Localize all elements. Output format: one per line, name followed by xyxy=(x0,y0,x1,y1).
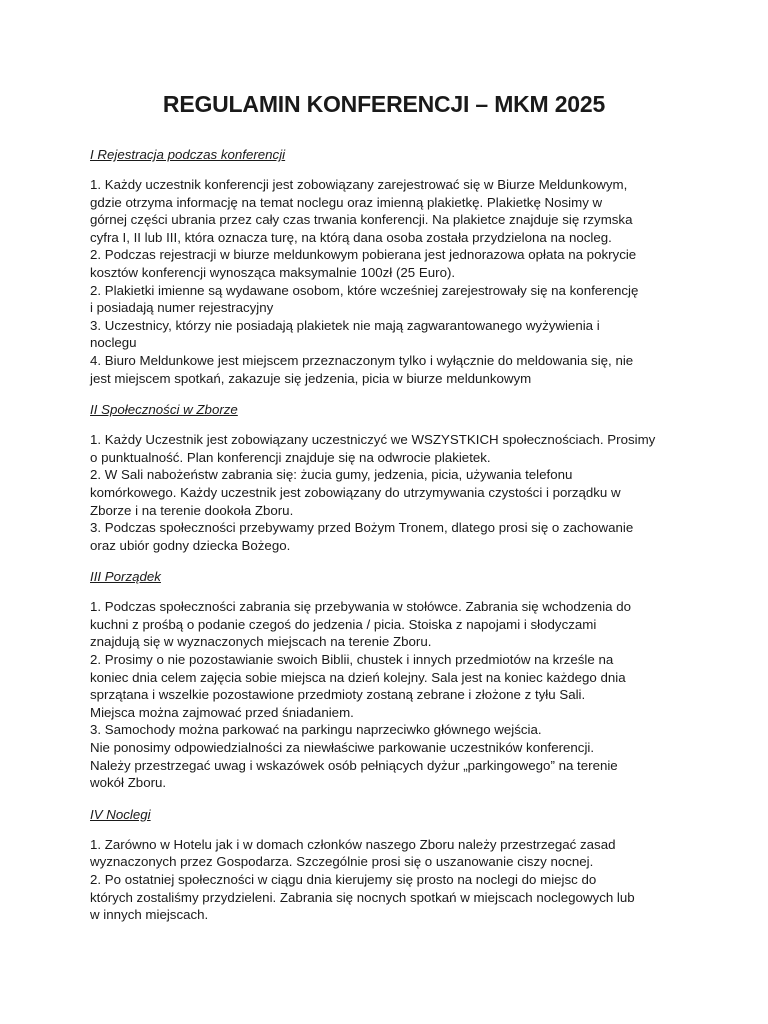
section-heading: III Porządek xyxy=(90,569,161,585)
paragraph-line: znajdują się w wyznaczonych miejscach na terenie Zboru. xyxy=(90,634,432,650)
section-paragraph xyxy=(90,431,690,554)
paragraph-line: których zostaliśmy przydzieleni. Zabrania się nocnych spotkań w miejscach noclegowych lub xyxy=(90,889,635,905)
document-body xyxy=(90,146,690,938)
paragraph-line: sprzątana i wszelkie pozostawione przedmioty zostaną zebrane i złożone z tyłu Sali. xyxy=(90,687,586,703)
section-registration xyxy=(90,146,690,387)
paragraph-line: kosztów konferencji wynosząca maksymalnie 100zł (25 Euro). xyxy=(90,264,456,280)
section-heading: I Rejestracja podczas konferencji xyxy=(90,147,286,162)
section-paragraph xyxy=(90,836,690,924)
paragraph-line: 1. Podczas społeczności zabrania się przebywania w stołówce. Zabrania się wchodzenia do xyxy=(90,599,632,615)
paragraph-line: 1. Zarówno w Hotelu jak i w domach członków naszego Zboru należy przestrzegać zasad xyxy=(90,836,616,852)
paragraph-line: 2. W Sali nabożeństw zabrania się: żucia gumy, jedzenia, picia, używania telefonu xyxy=(90,467,573,483)
paragraph-line: 3. Podczas społeczności przebywamy przed Bożym Tronem, dlatego prosi się o zachowanie xyxy=(90,520,634,536)
paragraph-line: Zborze i na terenie dookoła Zboru. xyxy=(90,502,294,518)
paragraph-line: 3. Samochody można parkować na parkingu naprzeciwko głównego wejścia. xyxy=(90,722,542,738)
paragraph-line: 2. Po ostatniej społeczności w ciągu dnia kierujemy się prosto na noclegi do miejsc do xyxy=(90,872,597,887)
section-heading: II Społeczności w Zborze xyxy=(90,402,238,418)
section-order xyxy=(90,568,690,792)
paragraph-line: kuchni z prośbą o podanie czegoś do jedzenia / picia. Stoiska z napojami i słodyczami xyxy=(90,616,597,632)
paragraph-line: 2. Prosimy o nie pozostawianie swoich Biblii, chustek i innych przedmiotów na krześle na xyxy=(90,652,614,668)
paragraph-line: gdzie otrzyma informację na temat noclegu oraz imienną plakietkę. Plakietkę Nosimy w xyxy=(90,194,603,210)
section-paragraph xyxy=(90,598,690,792)
document-title: REGULAMIN KONFERENCJI – MKM 2025 xyxy=(162,91,606,117)
paragraph-line: 4. Biuro Meldunkowe jest miejscem przeznaczonym tylko i wyłącznie do meldowania się, nie xyxy=(90,352,634,368)
paragraph-line: górnej części ubrania przez cały czas trwania konferencji. Na plakietce znajduje się rzymska xyxy=(90,212,633,228)
paragraph-line: 2. Podczas rejestracji w biurze meldunkowym pobierana jest jednorazowa opłata na pokrycie xyxy=(90,247,637,263)
section-paragraph xyxy=(90,176,690,387)
paragraph-line: jest miejscem spotkań, zakazuje się jedzenia, picia w biurze meldunkowym xyxy=(90,370,532,386)
section-communities xyxy=(90,401,690,554)
paragraph-line: noclegu xyxy=(90,335,137,351)
paragraph-line: Należy przestrzegać uwag i wskazówek osób pełniących dyżur „parkingowego” na terenie xyxy=(90,757,618,773)
paragraph-line: 3. Uczestnicy, którzy nie posiadają plakietek nie mają zagwarantowanego wyżywienia i xyxy=(90,317,600,333)
paragraph-line: wyznaczonych przez Gospodarza. Szczególnie prosi się o uszanowanie ciszy nocnej. xyxy=(90,854,594,870)
paragraph-line: i posiadają numer rejestracyjny xyxy=(90,300,274,316)
paragraph-line: Miejsca można zajmować przed śniadaniem. xyxy=(90,704,354,720)
paragraph-line: koniec dnia celem zajęcia sobie miejsca na dzień kolejny. Sala jest na koniec każdego dnia xyxy=(90,669,626,685)
paragraph-line: w innych miejscach. xyxy=(90,907,209,923)
paragraph-line: komórkowego. Każdy uczestnik jest zobowiązany do utrzymywania czystości i porządku w xyxy=(90,484,621,500)
paragraph-line: 1. Każdy Uczestnik jest zobowiązany uczestniczyć we WSZYSTKICH społecznościach. Prosimy xyxy=(90,432,656,448)
section-heading: IV Noclegi xyxy=(90,806,151,822)
paragraph-line: 1. Każdy uczestnik konferencji jest zobowiązany zarejestrować się w Biurze Meldunkowym, xyxy=(90,177,628,192)
paragraph-line: 2. Plakietki imienne są wydawane osobom, które wcześniej zarejestrowały się na konferencję xyxy=(90,282,639,298)
paragraph-line: Nie ponosimy odpowiedzialności za niewłaściwe parkowanie uczestników konferencji. xyxy=(90,740,595,756)
paragraph-line: oraz ubiór godny dziecka Bożego. xyxy=(90,537,291,553)
paragraph-line: cyfra I, II lub III, która oznacza turę, na którą dana osoba została przydzielona na nocleg. xyxy=(90,229,612,245)
paragraph-line: wokół Zboru. xyxy=(90,775,167,791)
paragraph-line: o punktualność. Plan konferencji znajduje się na odwrocie plakietek. xyxy=(90,449,491,465)
section-accommodation xyxy=(90,806,690,924)
